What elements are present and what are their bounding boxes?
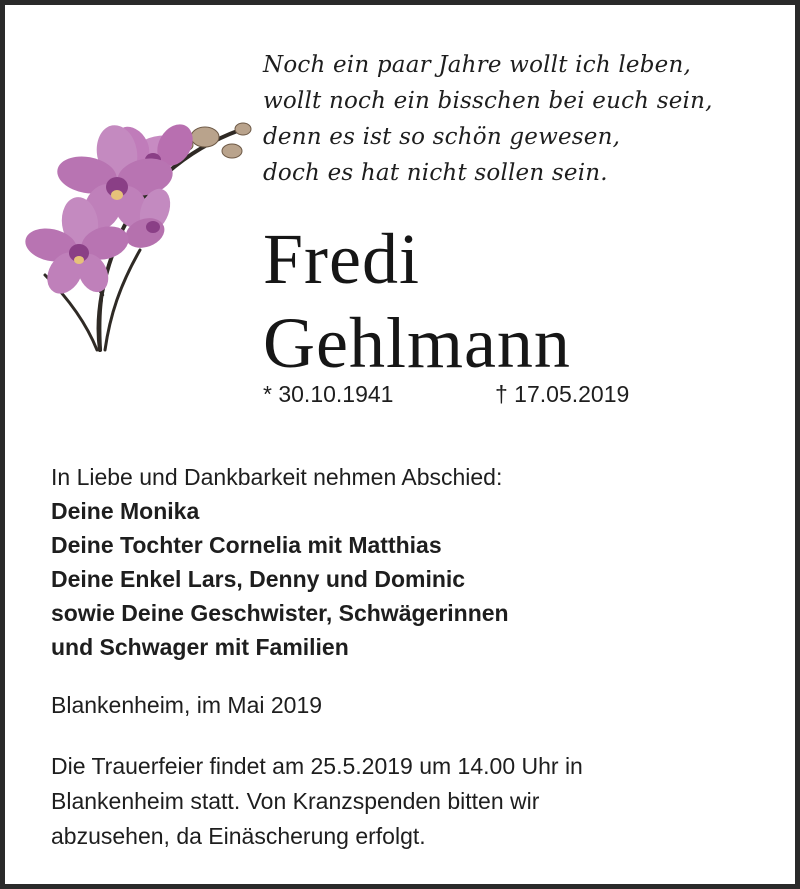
deceased-name xyxy=(263,217,571,385)
mourner-line: und Schwager mit Familien xyxy=(51,634,349,660)
life-dates xyxy=(263,381,630,408)
birth-date: * 30.10.1941 xyxy=(263,381,394,407)
service-line: abzusehen, da Einäscherung erfolgt. xyxy=(51,823,426,849)
farewell-intro: In Liebe und Dankbarkeit nehmen Abschied: xyxy=(51,464,503,490)
poem-line: Noch ein paar Jahre wollt ich leben, xyxy=(263,52,691,78)
service-line: Blankenheim statt. Von Kranzspenden bitten wir xyxy=(51,788,540,814)
mourner-line: Deine Tochter Cornelia mit Matthias xyxy=(51,532,442,558)
poem-line: wollt noch ein bisschen bei euch sein, xyxy=(263,88,713,114)
poem-line: denn es ist so schön gewesen, xyxy=(263,124,621,150)
place-date: Blankenheim, im Mai 2019 xyxy=(51,692,323,718)
death-date: † 17.05.2019 xyxy=(495,381,630,407)
last-name: Gehlmann xyxy=(263,303,571,383)
poem-line: doch es hat nicht sollen sein. xyxy=(263,160,608,186)
first-name: Fredi xyxy=(263,219,420,299)
orchid-flower-icon xyxy=(25,115,265,360)
mourner-line: Deine Enkel Lars, Denny und Dominic xyxy=(51,566,466,592)
mourners-list xyxy=(51,494,509,664)
poem xyxy=(263,47,713,191)
mourner-line: Deine Monika xyxy=(51,498,200,524)
service-info xyxy=(51,749,583,854)
mourner-line: sowie Deine Geschwister, Schwägerinnen xyxy=(51,600,509,626)
service-line: Die Trauerfeier findet am 25.5.2019 um 14.00 Uhr in xyxy=(51,753,583,779)
